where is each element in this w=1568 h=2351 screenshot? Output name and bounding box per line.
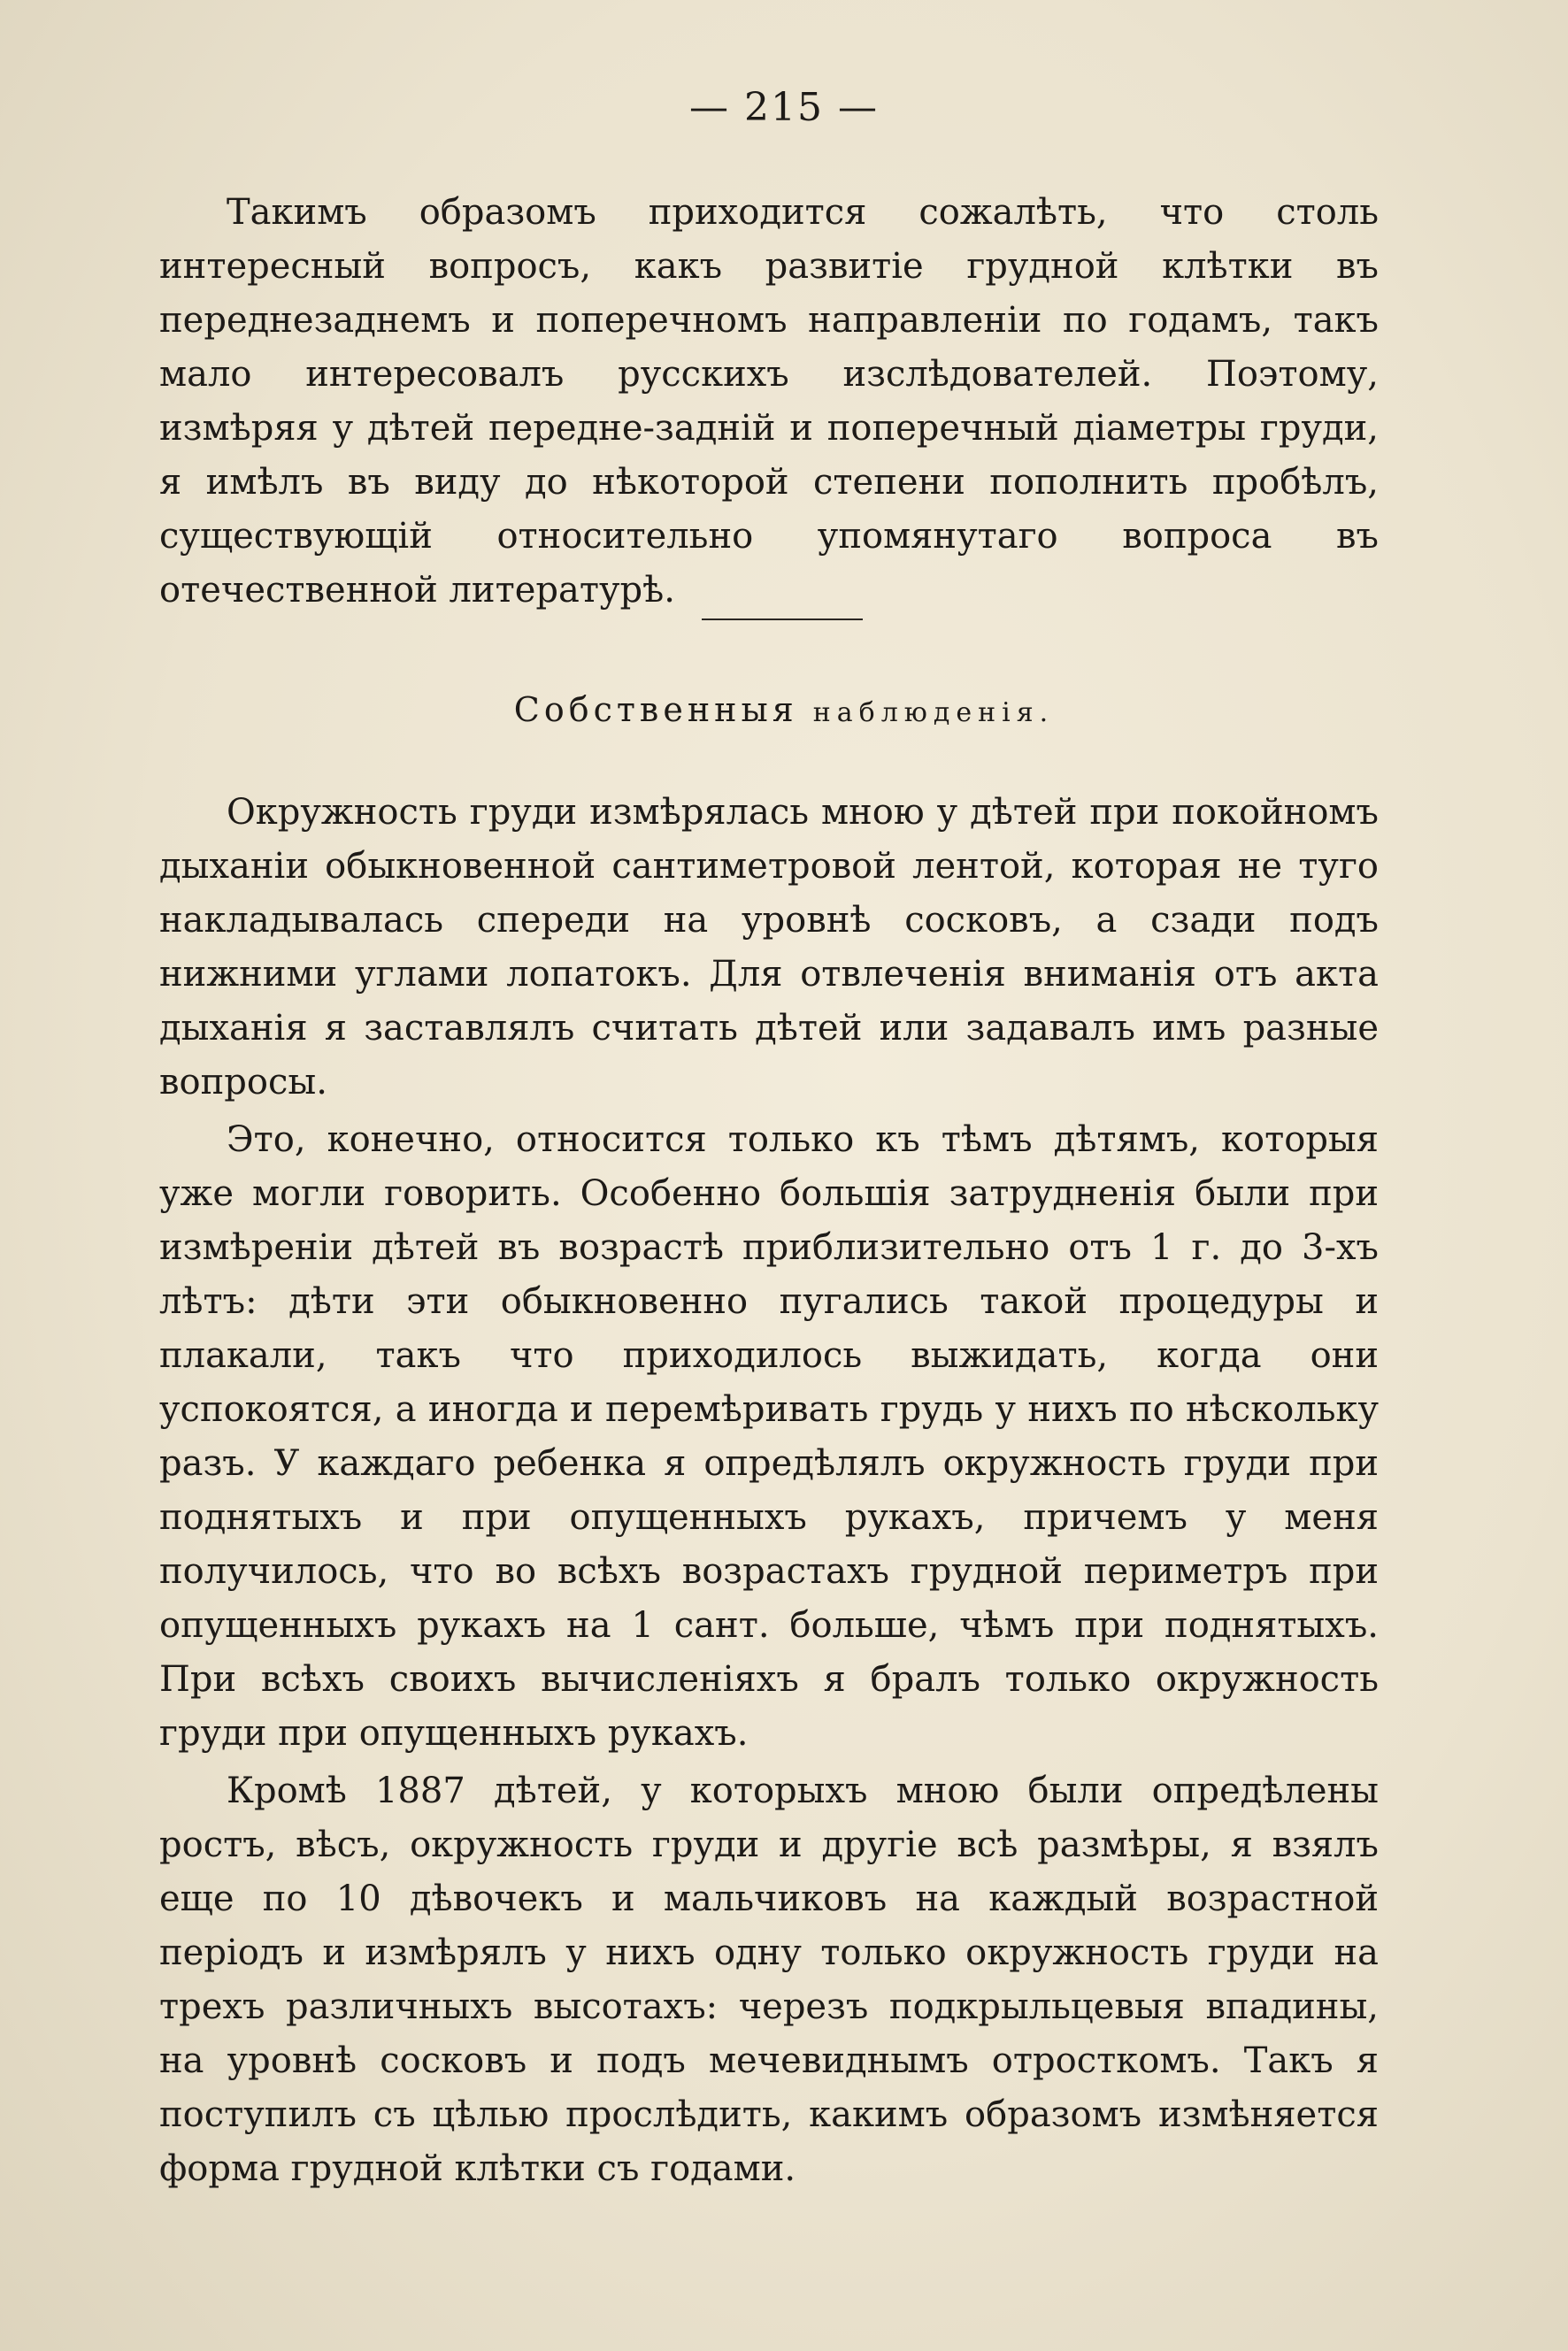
body-paragraph-2: Это, конечно, относится только къ тѣмъ дѣтямъ, которыя уже могли говорить. Особенно большія затрудненія были при измѣреніи дѣтей въ возрастѣ приблизительно отъ 1 г. до 3-хъ лѣтъ: дѣти эти обыкновенно пугались такой процедуры и плакали, такъ что приходилось выжидать, когда они успокоятся, а иногда и перемѣривать грудь у нихъ по нѣскольку разъ. У каждаго ребенка я опредѣлялъ окружность груди при поднятыхъ и при опущенныхъ рукахъ, причемъ у меня получилось, что во всѣхъ возрастахъ грудной периметръ при опущенныхъ рукахъ на 1 сант. больше, чѣмъ при поднятыхъ. При всѣхъ своихъ вычисленіяхъ я бралъ только окружность груди при опущенныхъ рукахъ. xyxy=(159,1119,1379,1754)
section-divider xyxy=(702,618,863,620)
section-body xyxy=(159,786,1379,2196)
page-number: — 215 — xyxy=(689,85,879,130)
intro-text xyxy=(159,186,1379,618)
section-heading-rest: наблюденія. xyxy=(812,697,1055,728)
section-heading xyxy=(0,690,1568,729)
body-paragraph-1: Окружность груди измѣрялась мною у дѣтей при покойномъ дыханіи обыкновенной сантиметровой лентой, которая не туго накладывалась спереди на уровнѣ сосковъ, а сзади подъ нижними углами лопатокъ. Для отвлеченія вниманія отъ акта дыханія я заставлялъ считать дѣтей или задавалъ имъ разные вопросы. xyxy=(159,792,1379,1103)
intro-paragraph: Такимъ образомъ приходится сожалѣть, что столь интересный вопросъ, какъ развитіе грудной клѣтки въ переднезаднемъ и поперечномъ направленіи по годамъ, такъ мало интересовалъ русскихъ изслѣдователей. Поэтому, измѣряя у дѣтей передне-задній и поперечный діаметры груди, я имѣлъ въ виду до нѣкоторой степени пополнить пробѣлъ, существующій относительно упомянутаго вопроса въ отечественной литературѣ. xyxy=(159,192,1379,611)
section-heading-first-word: Собственныя xyxy=(513,690,798,729)
body-paragraph-3: Кромѣ 1887 дѣтей, у которыхъ мною были опредѣлены ростъ, вѣсъ, окружность груди и другіе всѣ размѣры, я взялъ еще по 10 дѣвочекъ и мальчиковъ на каждый возрастной періодъ и измѣрялъ у нихъ одну только окружность груди на трехъ различныхъ высотахъ: черезъ подкрыльцевыя впадины, на уровнѣ сосковъ и подъ мечевиднымъ отросткомъ. Такъ я поступилъ съ цѣлью прослѣдить, какимъ образомъ измѣняется форма грудной клѣтки съ годами. xyxy=(159,1771,1379,2189)
